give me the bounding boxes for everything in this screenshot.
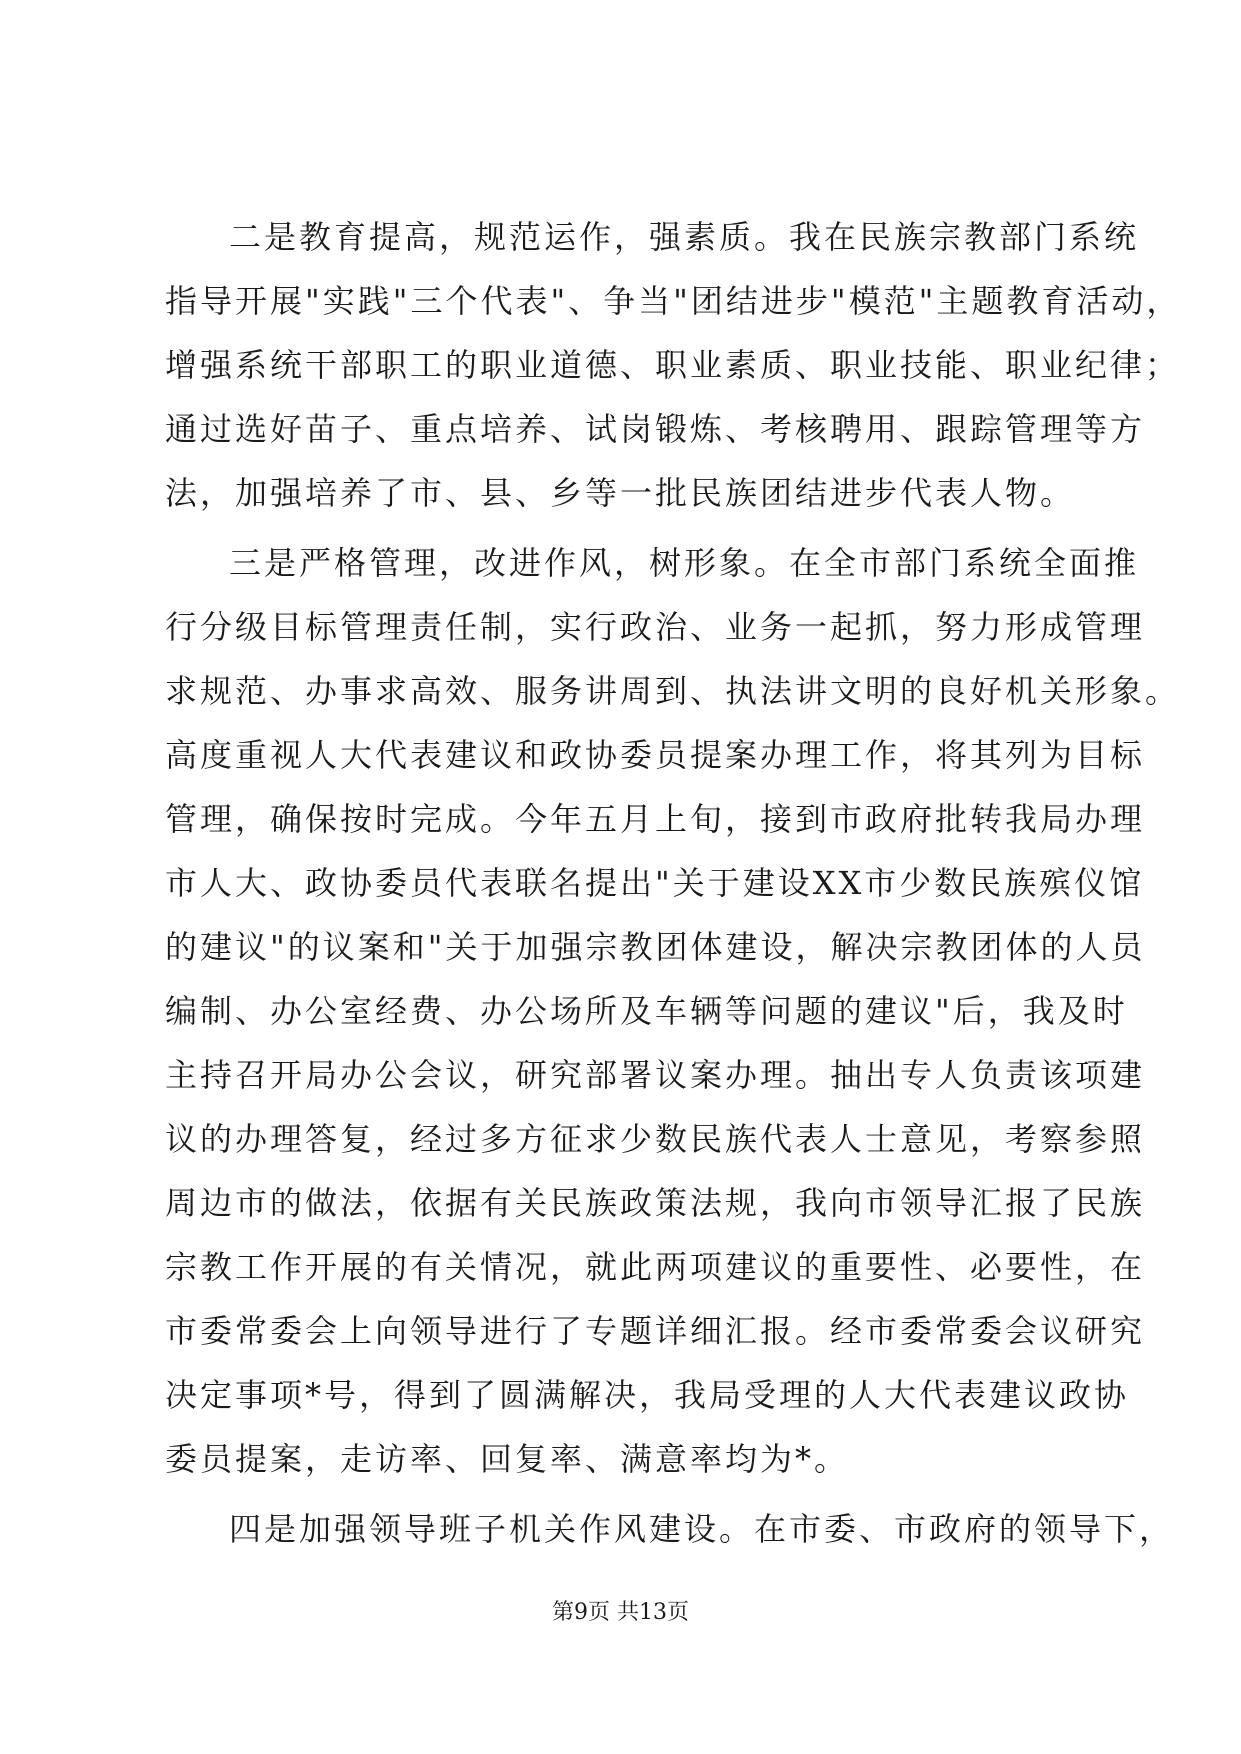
paragraph-leadership xyxy=(165,1497,1175,1561)
paragraph-line: 四是加强领导班子机关作风建设。在市委、市政府的领导下， xyxy=(229,1510,1175,1548)
paragraph-line: 的建议"的议案和"关于加强宗教团体建设，解决宗教团体的人员 xyxy=(165,928,1146,966)
page-number-footer: 第9页 共13页 xyxy=(552,1600,689,1625)
paragraph-line: 行分级目标管理责任制，实行政治、业务一起抓，努力形成管理 xyxy=(165,608,1146,646)
paragraph-line: 宗教工作开展的有关情况，就此两项建议的重要性、必要性，在 xyxy=(165,1248,1146,1286)
paragraph-line: 求规范、办事求高效、服务讲周到、执法讲文明的良好机关形象。 xyxy=(165,672,1181,710)
paragraph-line: 管理，确保按时完成。今年五月上旬，接到市政府批转我局办理 xyxy=(165,800,1146,838)
paragraph-line: 主持召开局办公会议，研究部署议案办理。抽出专人负责该项建 xyxy=(165,1056,1146,1094)
paragraph-line: 决定事项*号，得到了圆满解决，我局受理的人大代表建议政协 xyxy=(165,1376,1130,1414)
paragraph-line: 增强系统干部职工的职业道德、职业素质、职业技能、职业纪律； xyxy=(165,346,1181,384)
paragraph-line: 指导开展"实践"三个代表"、争当"团结进步"模范"主题教育活动， xyxy=(165,282,1182,320)
paragraph-line: 市人大、政协委员代表联名提出"关于建设XX市少数民族殡仪馆 xyxy=(165,864,1145,902)
paragraph-line: 高度重视人大代表建议和政协委员提案办理工作，将其列为目标 xyxy=(165,736,1146,774)
paragraph-line: 三是严格管理，改进作风，树形象。在全市部门系统全面推 xyxy=(229,544,1140,582)
paragraph-line: 议的办理答复，经过多方征求少数民族代表人士意见，考察参照 xyxy=(165,1120,1146,1158)
paragraph-management xyxy=(165,531,1181,1491)
paragraph-education xyxy=(165,205,1182,525)
paragraph-line: 编制、办公室经费、办公场所及车辆等问题的建议"后，我及时 xyxy=(165,992,1128,1030)
paragraph-line: 周边市的做法，依据有关民族政策法规，我向市领导汇报了民族 xyxy=(165,1184,1146,1222)
paragraph-line: 通过选好苗子、重点培养、试岗锻炼、考核聘用、跟踪管理等方 xyxy=(165,410,1146,448)
paragraph-line: 委员提案，走访率、回复率、满意率均为*。 xyxy=(165,1440,850,1478)
paragraph-line: 二是教育提高，规范运作，强素质。我在民族宗教部门系统 xyxy=(229,218,1140,256)
document-body xyxy=(165,205,1182,1561)
paragraph-line: 市委常委会上向领导进行了专题详细汇报。经市委常委会议研究 xyxy=(165,1312,1146,1350)
paragraph-line: 法，加强培养了市、县、乡等一批民族团结进步代表人物。 xyxy=(165,474,1076,512)
